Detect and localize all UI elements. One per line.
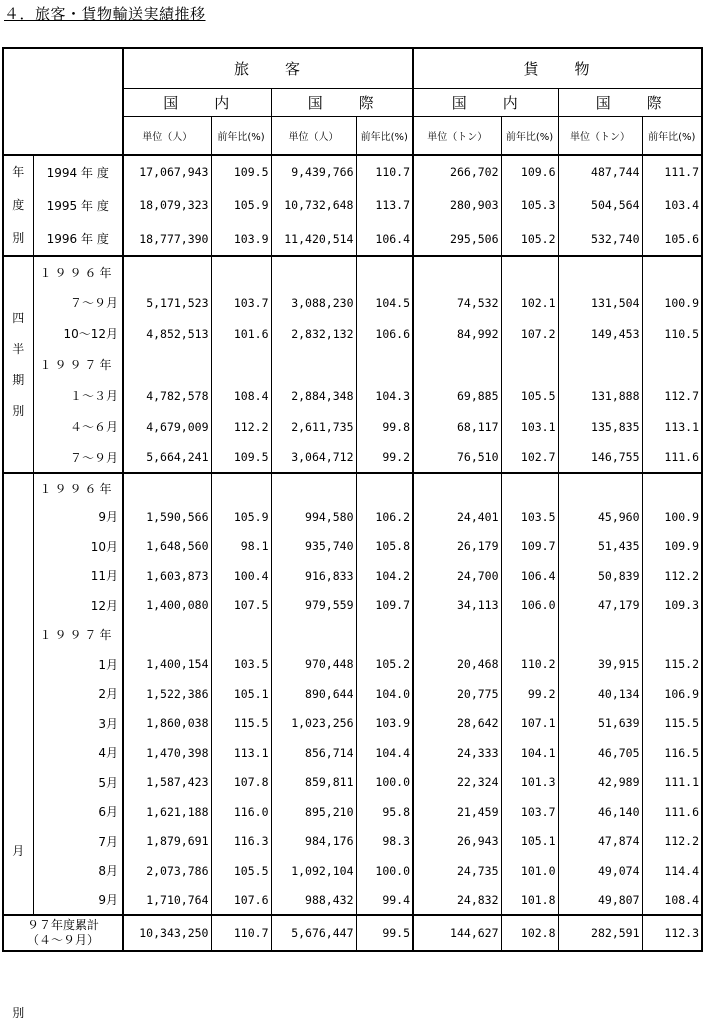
value-cell bbox=[123, 349, 211, 380]
group-char: 年 bbox=[12, 165, 25, 179]
value-cell: 105.1 bbox=[501, 827, 558, 857]
table-row bbox=[3, 318, 702, 349]
value-cell: 107.2 bbox=[501, 318, 558, 349]
table-row bbox=[3, 287, 702, 318]
value-cell bbox=[271, 620, 356, 650]
value-cell: 859,811 bbox=[271, 768, 356, 798]
value-cell: 18,079,323 bbox=[123, 189, 211, 223]
value-cell: 2,832,132 bbox=[271, 318, 356, 349]
row-label: 3月 bbox=[33, 709, 123, 739]
value-cell bbox=[123, 256, 211, 287]
value-cell bbox=[271, 349, 356, 380]
value-cell: 101.6 bbox=[211, 318, 271, 349]
value-cell: 979,559 bbox=[271, 591, 356, 621]
value-cell: 104.0 bbox=[356, 679, 413, 709]
value-cell: 100.0 bbox=[356, 768, 413, 798]
value-cell: 109.3 bbox=[642, 591, 702, 621]
unit-ton-header: 単位（トン） bbox=[558, 116, 642, 155]
table-row bbox=[3, 380, 702, 411]
value-cell: 109.5 bbox=[211, 155, 271, 189]
value-cell: 24,401 bbox=[413, 502, 501, 532]
value-cell: 104.3 bbox=[356, 380, 413, 411]
value-cell: 107.1 bbox=[501, 709, 558, 739]
quarterly-group-label bbox=[3, 256, 33, 473]
transport-table bbox=[2, 47, 703, 1020]
value-cell: 113.7 bbox=[356, 189, 413, 223]
value-cell: 104.4 bbox=[356, 738, 413, 768]
row-label: 1995 年 度 bbox=[33, 189, 123, 223]
value-cell: 99.4 bbox=[356, 886, 413, 916]
value-cell: 2,611,735 bbox=[271, 411, 356, 442]
value-cell: 4,852,513 bbox=[123, 318, 211, 349]
value-cell: 984,176 bbox=[271, 827, 356, 857]
value-cell: 99.2 bbox=[501, 679, 558, 709]
group-char: 期 bbox=[12, 372, 25, 387]
table-row bbox=[3, 709, 702, 739]
value-cell: 21,459 bbox=[413, 797, 501, 827]
passenger-international-header: 国 際 bbox=[271, 88, 413, 116]
year-heading-row bbox=[3, 620, 702, 650]
value-cell: 1,587,423 bbox=[123, 768, 211, 798]
value-cell: 109.7 bbox=[356, 591, 413, 621]
value-cell: 994,580 bbox=[271, 502, 356, 532]
table-row bbox=[3, 827, 702, 857]
value-cell: 84,992 bbox=[413, 318, 501, 349]
year-heading-row bbox=[3, 256, 702, 287]
value-cell: 107.6 bbox=[211, 886, 271, 916]
value-cell: 144,627 bbox=[413, 915, 501, 951]
value-cell: 504,564 bbox=[558, 189, 642, 223]
cargo-international-header: 国 際 bbox=[558, 88, 702, 116]
value-cell: 105.2 bbox=[356, 650, 413, 680]
value-cell bbox=[558, 473, 642, 502]
value-cell bbox=[413, 256, 501, 287]
yoy-header: 前年比(%) bbox=[642, 116, 702, 155]
row-label: 7月 bbox=[33, 827, 123, 857]
value-cell: 103.1 bbox=[501, 411, 558, 442]
value-cell: 295,506 bbox=[413, 222, 501, 256]
value-cell: 24,700 bbox=[413, 561, 501, 591]
value-cell: 20,468 bbox=[413, 650, 501, 680]
value-cell: 1,621,188 bbox=[123, 797, 211, 827]
value-cell: 11,420,514 bbox=[271, 222, 356, 256]
value-cell: 26,179 bbox=[413, 532, 501, 562]
value-cell: 103.5 bbox=[501, 502, 558, 532]
row-label: ７～９月 bbox=[33, 287, 123, 318]
value-cell: 98.1 bbox=[211, 532, 271, 562]
table-row bbox=[3, 738, 702, 768]
monthly-group-label bbox=[3, 473, 33, 1020]
value-cell: 24,735 bbox=[413, 856, 501, 886]
value-cell: 34,113 bbox=[413, 591, 501, 621]
value-cell: 280,903 bbox=[413, 189, 501, 223]
row-label: 1994 年 度 bbox=[33, 155, 123, 189]
value-cell: 890,644 bbox=[271, 679, 356, 709]
table-row bbox=[3, 650, 702, 680]
value-cell: 26,943 bbox=[413, 827, 501, 857]
value-cell: 102.8 bbox=[501, 915, 558, 951]
value-cell: 988,432 bbox=[271, 886, 356, 916]
value-cell: 146,755 bbox=[558, 442, 642, 473]
value-cell: 1,710,764 bbox=[123, 886, 211, 916]
value-cell: 76,510 bbox=[413, 442, 501, 473]
value-cell: 114.4 bbox=[642, 856, 702, 886]
year-heading-row bbox=[3, 349, 702, 380]
value-cell: 105.9 bbox=[211, 189, 271, 223]
table-row bbox=[3, 856, 702, 886]
value-cell: 107.5 bbox=[211, 591, 271, 621]
value-cell: 111.6 bbox=[642, 797, 702, 827]
value-cell: 2,884,348 bbox=[271, 380, 356, 411]
row-label: 12月 bbox=[33, 591, 123, 621]
value-cell: 42,989 bbox=[558, 768, 642, 798]
table-row bbox=[3, 502, 702, 532]
value-cell: 115.5 bbox=[211, 709, 271, 739]
value-cell: 103.7 bbox=[501, 797, 558, 827]
value-cell: 103.4 bbox=[642, 189, 702, 223]
value-cell bbox=[123, 473, 211, 502]
value-cell: 47,874 bbox=[558, 827, 642, 857]
value-cell: 131,504 bbox=[558, 287, 642, 318]
value-cell bbox=[558, 349, 642, 380]
value-cell: 106.4 bbox=[356, 222, 413, 256]
value-cell: 4,782,578 bbox=[123, 380, 211, 411]
value-cell: 1,860,038 bbox=[123, 709, 211, 739]
value-cell: 266,702 bbox=[413, 155, 501, 189]
value-cell: 10,732,648 bbox=[271, 189, 356, 223]
value-cell: 916,833 bbox=[271, 561, 356, 591]
value-cell: 109.5 bbox=[211, 442, 271, 473]
value-cell: 100.9 bbox=[642, 502, 702, 532]
value-cell: 105.2 bbox=[501, 222, 558, 256]
total-label-line1: ９７年度累計 bbox=[26, 918, 99, 932]
table-row bbox=[3, 532, 702, 562]
group-char: 四 bbox=[12, 310, 25, 325]
value-cell: 100.4 bbox=[211, 561, 271, 591]
value-cell: 17,067,943 bbox=[123, 155, 211, 189]
total-label-line2: （４～９月） bbox=[26, 933, 99, 947]
value-cell: 106.2 bbox=[356, 502, 413, 532]
value-cell bbox=[356, 349, 413, 380]
unit-ton-header: 単位（トン） bbox=[413, 116, 501, 155]
table-row bbox=[3, 886, 702, 916]
cargo-domestic-header: 国 内 bbox=[413, 88, 558, 116]
passenger-domestic-header: 国 内 bbox=[123, 88, 271, 116]
row-label: 8月 bbox=[33, 856, 123, 886]
value-cell: 24,333 bbox=[413, 738, 501, 768]
value-cell: 1,879,691 bbox=[123, 827, 211, 857]
value-cell: 106.9 bbox=[642, 679, 702, 709]
row-label: 2月 bbox=[33, 679, 123, 709]
value-cell bbox=[211, 256, 271, 287]
value-cell: 95.8 bbox=[356, 797, 413, 827]
value-cell: 112.2 bbox=[642, 561, 702, 591]
value-cell: 111.7 bbox=[642, 155, 702, 189]
value-cell: 10,343,250 bbox=[123, 915, 211, 951]
value-cell bbox=[558, 256, 642, 287]
group-char: 度 bbox=[12, 198, 25, 212]
value-cell: 112.2 bbox=[642, 827, 702, 857]
value-cell: 4,679,009 bbox=[123, 411, 211, 442]
value-cell: 3,064,712 bbox=[271, 442, 356, 473]
unit-person-header: 単位（人） bbox=[271, 116, 356, 155]
value-cell bbox=[558, 620, 642, 650]
value-cell: 106.6 bbox=[356, 318, 413, 349]
value-cell: 39,915 bbox=[558, 650, 642, 680]
value-cell: 109.6 bbox=[501, 155, 558, 189]
row-label: １～３月 bbox=[33, 380, 123, 411]
value-cell bbox=[211, 349, 271, 380]
value-cell: 51,639 bbox=[558, 709, 642, 739]
table-row bbox=[3, 561, 702, 591]
value-cell bbox=[642, 256, 702, 287]
value-cell: 105.5 bbox=[211, 856, 271, 886]
value-cell: 104.5 bbox=[356, 287, 413, 318]
value-cell: 49,074 bbox=[558, 856, 642, 886]
row-label: 9月 bbox=[33, 886, 123, 916]
corner-cell bbox=[3, 48, 123, 155]
unit-person-header: 単位（人） bbox=[123, 116, 211, 155]
value-cell: 108.4 bbox=[211, 380, 271, 411]
value-cell: 106.4 bbox=[501, 561, 558, 591]
value-cell: 105.1 bbox=[211, 679, 271, 709]
yoy-header: 前年比(%) bbox=[211, 116, 271, 155]
value-cell bbox=[211, 473, 271, 502]
value-cell: 45,960 bbox=[558, 502, 642, 532]
value-cell: 109.9 bbox=[642, 532, 702, 562]
year-label: １９９６年 bbox=[33, 473, 123, 502]
annual-group-label bbox=[3, 155, 33, 256]
value-cell bbox=[413, 473, 501, 502]
year-heading-row bbox=[3, 473, 702, 502]
value-cell: 24,832 bbox=[413, 886, 501, 916]
value-cell: 110.2 bbox=[501, 650, 558, 680]
value-cell bbox=[501, 473, 558, 502]
value-cell: 46,705 bbox=[558, 738, 642, 768]
row-label: 6月 bbox=[33, 797, 123, 827]
value-cell: 2,073,786 bbox=[123, 856, 211, 886]
value-cell: 105.9 bbox=[211, 502, 271, 532]
value-cell bbox=[271, 473, 356, 502]
yoy-header: 前年比(%) bbox=[501, 116, 558, 155]
value-cell bbox=[501, 256, 558, 287]
value-cell: 100.9 bbox=[642, 287, 702, 318]
row-label: 4月 bbox=[33, 738, 123, 768]
value-cell: 112.7 bbox=[642, 380, 702, 411]
value-cell: 116.5 bbox=[642, 738, 702, 768]
value-cell: 109.7 bbox=[501, 532, 558, 562]
value-cell: 111.6 bbox=[642, 442, 702, 473]
year-label: １９９７年 bbox=[33, 349, 123, 380]
value-cell: 110.7 bbox=[211, 915, 271, 951]
value-cell: 105.8 bbox=[356, 532, 413, 562]
value-cell: 103.9 bbox=[211, 222, 271, 256]
value-cell: 74,532 bbox=[413, 287, 501, 318]
value-cell: 5,664,241 bbox=[123, 442, 211, 473]
value-cell: 113.1 bbox=[642, 411, 702, 442]
year-label: １９９６年 bbox=[33, 256, 123, 287]
value-cell: 1,648,560 bbox=[123, 532, 211, 562]
value-cell: 49,807 bbox=[558, 886, 642, 916]
value-cell: 104.2 bbox=[356, 561, 413, 591]
value-cell: 101.0 bbox=[501, 856, 558, 886]
value-cell: 101.8 bbox=[501, 886, 558, 916]
value-cell: 69,885 bbox=[413, 380, 501, 411]
value-cell: 856,714 bbox=[271, 738, 356, 768]
table-row bbox=[3, 797, 702, 827]
value-cell: 105.3 bbox=[501, 189, 558, 223]
value-cell: 103.5 bbox=[211, 650, 271, 680]
table-row bbox=[3, 189, 702, 223]
value-cell: 108.4 bbox=[642, 886, 702, 916]
value-cell: 46,140 bbox=[558, 797, 642, 827]
year-label: １９９７年 bbox=[33, 620, 123, 650]
group-char: 別 bbox=[12, 231, 25, 245]
table-row bbox=[3, 222, 702, 256]
value-cell: 112.2 bbox=[211, 411, 271, 442]
row-label: ４～６月 bbox=[33, 411, 123, 442]
value-cell: 3,088,230 bbox=[271, 287, 356, 318]
value-cell: 51,435 bbox=[558, 532, 642, 562]
value-cell: 532,740 bbox=[558, 222, 642, 256]
value-cell: 107.8 bbox=[211, 768, 271, 798]
value-cell bbox=[501, 349, 558, 380]
value-cell: 487,744 bbox=[558, 155, 642, 189]
value-cell: 103.7 bbox=[211, 287, 271, 318]
value-cell: 1,400,154 bbox=[123, 650, 211, 680]
value-cell: 115.2 bbox=[642, 650, 702, 680]
value-cell bbox=[211, 620, 271, 650]
value-cell: 99.8 bbox=[356, 411, 413, 442]
value-cell: 18,777,390 bbox=[123, 222, 211, 256]
group-char-top: 月 bbox=[12, 844, 25, 858]
value-cell: 116.3 bbox=[211, 827, 271, 857]
value-cell: 282,591 bbox=[558, 915, 642, 951]
row-label: 10～12月 bbox=[33, 318, 123, 349]
value-cell: 9,439,766 bbox=[271, 155, 356, 189]
table-row bbox=[3, 411, 702, 442]
value-cell bbox=[501, 620, 558, 650]
row-label: 1月 bbox=[33, 650, 123, 680]
total-row bbox=[3, 915, 702, 951]
value-cell: 110.7 bbox=[356, 155, 413, 189]
row-label: ７～９月 bbox=[33, 442, 123, 473]
cargo-header: 貨 物 bbox=[413, 48, 702, 88]
value-cell bbox=[413, 349, 501, 380]
value-cell bbox=[356, 473, 413, 502]
value-cell: 110.5 bbox=[642, 318, 702, 349]
row-label: 10月 bbox=[33, 532, 123, 562]
group-char: 半 bbox=[12, 341, 25, 356]
value-cell bbox=[356, 256, 413, 287]
value-cell bbox=[642, 349, 702, 380]
value-cell: 1,400,080 bbox=[123, 591, 211, 621]
value-cell: 131,888 bbox=[558, 380, 642, 411]
value-cell: 970,448 bbox=[271, 650, 356, 680]
value-cell: 102.7 bbox=[501, 442, 558, 473]
value-cell: 99.2 bbox=[356, 442, 413, 473]
value-cell: 1,023,256 bbox=[271, 709, 356, 739]
row-label: 9月 bbox=[33, 502, 123, 532]
value-cell: 50,839 bbox=[558, 561, 642, 591]
value-cell: 112.3 bbox=[642, 915, 702, 951]
value-cell: 103.9 bbox=[356, 709, 413, 739]
value-cell: 40,134 bbox=[558, 679, 642, 709]
value-cell bbox=[271, 256, 356, 287]
value-cell: 105.5 bbox=[501, 380, 558, 411]
value-cell: 68,117 bbox=[413, 411, 501, 442]
row-label: 1996 年 度 bbox=[33, 222, 123, 256]
value-cell: 20,775 bbox=[413, 679, 501, 709]
value-cell: 149,453 bbox=[558, 318, 642, 349]
table-row bbox=[3, 679, 702, 709]
value-cell: 47,179 bbox=[558, 591, 642, 621]
value-cell: 935,740 bbox=[271, 532, 356, 562]
value-cell: 28,642 bbox=[413, 709, 501, 739]
value-cell bbox=[642, 473, 702, 502]
value-cell: 1,603,873 bbox=[123, 561, 211, 591]
value-cell: 99.5 bbox=[356, 915, 413, 951]
group-char: 別 bbox=[12, 403, 25, 418]
value-cell: 22,324 bbox=[413, 768, 501, 798]
table-row bbox=[3, 442, 702, 473]
value-cell: 115.5 bbox=[642, 709, 702, 739]
row-label: 11月 bbox=[33, 561, 123, 591]
value-cell: 116.0 bbox=[211, 797, 271, 827]
value-cell: 5,676,447 bbox=[271, 915, 356, 951]
value-cell: 1,092,104 bbox=[271, 856, 356, 886]
value-cell: 98.3 bbox=[356, 827, 413, 857]
table-row bbox=[3, 155, 702, 189]
table-row bbox=[3, 591, 702, 621]
page-title: ４．旅客・貨物輸送実績推移 bbox=[4, 5, 206, 23]
value-cell: 1,590,566 bbox=[123, 502, 211, 532]
yoy-header: 前年比(%) bbox=[356, 116, 413, 155]
value-cell: 1,470,398 bbox=[123, 738, 211, 768]
group-char-bottom: 別 bbox=[12, 1006, 25, 1020]
row-label: 5月 bbox=[33, 768, 123, 798]
passenger-header: 旅 客 bbox=[123, 48, 413, 88]
value-cell bbox=[123, 620, 211, 650]
value-cell: 101.3 bbox=[501, 768, 558, 798]
value-cell: 102.1 bbox=[501, 287, 558, 318]
value-cell: 105.6 bbox=[642, 222, 702, 256]
value-cell: 1,522,386 bbox=[123, 679, 211, 709]
value-cell bbox=[413, 620, 501, 650]
value-cell: 106.0 bbox=[501, 591, 558, 621]
table-row bbox=[3, 768, 702, 798]
value-cell: 113.1 bbox=[211, 738, 271, 768]
value-cell: 100.0 bbox=[356, 856, 413, 886]
total-label bbox=[3, 915, 123, 951]
value-cell bbox=[642, 620, 702, 650]
value-cell bbox=[356, 620, 413, 650]
value-cell: 111.1 bbox=[642, 768, 702, 798]
value-cell: 895,210 bbox=[271, 797, 356, 827]
value-cell: 5,171,523 bbox=[123, 287, 211, 318]
value-cell: 135,835 bbox=[558, 411, 642, 442]
value-cell: 104.1 bbox=[501, 738, 558, 768]
